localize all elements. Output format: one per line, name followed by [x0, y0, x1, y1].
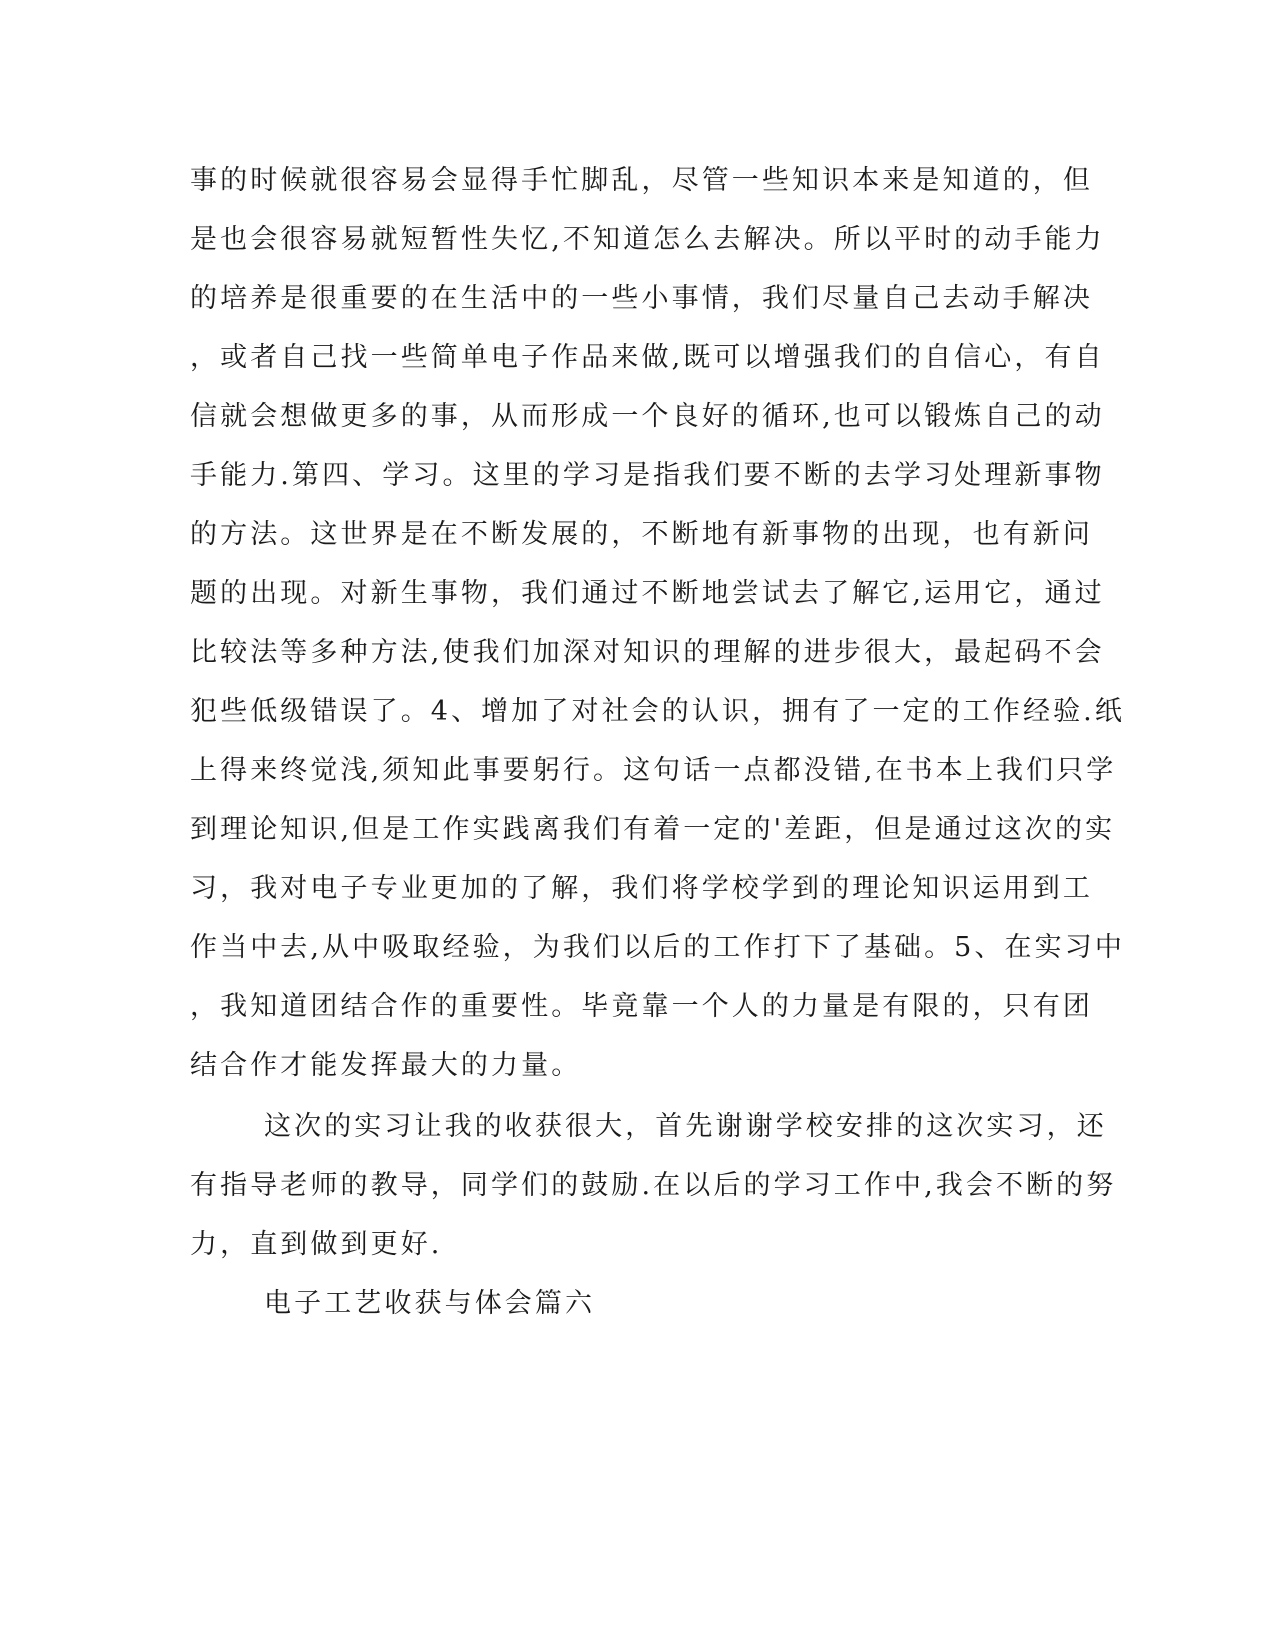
- body-text-line: 比较法等多种方法,使我们加深对知识的理解的进步很大，最起码不会: [190, 637, 1105, 668]
- paragraph-first-line: 这次的实习让我的收获很大，首先谢谢学校安排的这次实习，还: [264, 1111, 1107, 1142]
- body-text-line: 结合作才能发挥最大的力量。: [190, 1050, 582, 1081]
- body-text-line: 习，我对电子专业更加的了解，我们将学校学到的理论知识运用到工: [190, 873, 1093, 904]
- section-heading: 电子工艺收获与体会篇六: [264, 1288, 596, 1319]
- body-text-line: 作当中去,从中吸取经验，为我们以后的工作打下了基础。5、在实习中: [190, 932, 1125, 963]
- body-text-line: ，我知道团结合作的重要性。毕竟靠一个人的力量是有限的，只有团: [190, 991, 1093, 1022]
- body-text-line: 是也会很容易就短暂性失忆,不知道怎么去解决。所以平时的动手能力: [190, 224, 1105, 255]
- body-text-line: 到理论知识,但是工作实践离我们有着一定的'差距，但是通过这次的实: [190, 814, 1116, 845]
- body-text-line: 题的出现。对新生事物，我们通过不断地尝试去了解它,运用它，通过: [190, 578, 1105, 609]
- body-text-line: 的培养是很重要的在生活中的一些小事情，我们尽量自己去动手解决: [190, 283, 1093, 314]
- body-text-line: 事的时候就很容易会显得手忙脚乱，尽管一些知识本来是知道的，但: [190, 165, 1093, 196]
- body-text-line: 有指导老师的教导，同学们的鼓励.在以后的学习工作中,我会不断的努: [190, 1170, 1117, 1201]
- body-text-line: 力，直到做到更好.: [190, 1229, 443, 1260]
- body-text-line: 信就会想做更多的事，从而形成一个良好的循环,也可以锻炼自己的动: [190, 401, 1105, 432]
- body-text-line: 犯些低级错误了。4、增加了对社会的认识，拥有了一定的工作经验.纸: [190, 696, 1125, 727]
- body-text-line: ，或者自己找一些简单电子作品来做,既可以增强我们的自信心，有自: [190, 342, 1105, 373]
- body-text-line: 上得来终觉浅,须知此事要躬行。这句话一点都没错,在书本上我们只学: [190, 755, 1117, 786]
- body-text-line: 的方法。这世界是在不断发展的，不断地有新事物的出现，也有新问: [190, 519, 1093, 550]
- body-text-line: 手能力.第四、学习。这里的学习是指我们要不断的去学习处理新事物: [190, 460, 1105, 491]
